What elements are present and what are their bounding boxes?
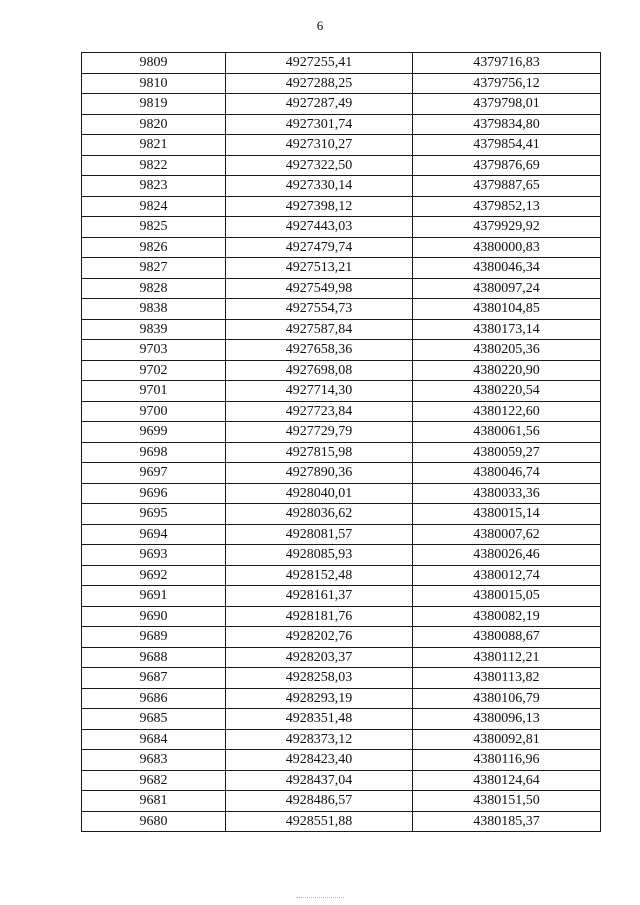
y-coordinate-cell: 4380012,74 <box>413 565 601 586</box>
point-number-cell: 9810 <box>82 73 226 94</box>
point-number-cell: 9680 <box>82 811 226 832</box>
table-row <box>82 729 601 750</box>
point-number-cell: 9839 <box>82 319 226 340</box>
y-coordinate-cell: 4380033,36 <box>413 483 601 504</box>
point-number-cell: 9695 <box>82 504 226 525</box>
point-number-cell: 9823 <box>82 176 226 197</box>
point-number-cell: 9694 <box>82 524 226 545</box>
x-coordinate-cell: 4928293,19 <box>226 688 413 709</box>
y-coordinate-cell: 4379929,92 <box>413 217 601 238</box>
table-row <box>82 586 601 607</box>
y-coordinate-cell: 4379852,13 <box>413 196 601 217</box>
table-row <box>82 565 601 586</box>
point-number-cell: 9683 <box>82 750 226 771</box>
x-coordinate-cell: 4928085,93 <box>226 545 413 566</box>
point-number-cell: 9681 <box>82 791 226 812</box>
table-row <box>82 606 601 627</box>
y-coordinate-cell: 4379876,69 <box>413 155 601 176</box>
y-coordinate-cell: 4380061,56 <box>413 422 601 443</box>
x-coordinate-cell: 4928152,48 <box>226 565 413 586</box>
x-coordinate-cell: 4927301,74 <box>226 114 413 135</box>
y-coordinate-cell: 4380116,96 <box>413 750 601 771</box>
y-coordinate-cell: 4380205,36 <box>413 340 601 361</box>
point-number-cell: 9687 <box>82 668 226 689</box>
y-coordinate-cell: 4380046,34 <box>413 258 601 279</box>
y-coordinate-cell: 4380185,37 <box>413 811 601 832</box>
y-coordinate-cell: 4380220,54 <box>413 381 601 402</box>
point-number-cell: 9684 <box>82 729 226 750</box>
table-row <box>82 258 601 279</box>
point-number-cell: 9828 <box>82 278 226 299</box>
point-number-cell: 9819 <box>82 94 226 115</box>
x-coordinate-cell: 4927287,49 <box>226 94 413 115</box>
table-row <box>82 114 601 135</box>
table-row <box>82 504 601 525</box>
table-row <box>82 299 601 320</box>
x-coordinate-cell: 4928181,76 <box>226 606 413 627</box>
table-row <box>82 135 601 156</box>
table-row <box>82 545 601 566</box>
x-coordinate-cell: 4928161,37 <box>226 586 413 607</box>
y-coordinate-cell: 4380173,14 <box>413 319 601 340</box>
table-row <box>82 627 601 648</box>
table-row <box>82 811 601 832</box>
y-coordinate-cell: 4380026,46 <box>413 545 601 566</box>
x-coordinate-cell: 4927587,84 <box>226 319 413 340</box>
point-number-cell: 9686 <box>82 688 226 709</box>
x-coordinate-cell: 4927443,03 <box>226 217 413 238</box>
x-coordinate-cell: 4928486,57 <box>226 791 413 812</box>
y-coordinate-cell: 4380082,19 <box>413 606 601 627</box>
table-row <box>82 217 601 238</box>
y-coordinate-cell: 4380007,62 <box>413 524 601 545</box>
x-coordinate-cell: 4927815,98 <box>226 442 413 463</box>
x-coordinate-cell: 4928081,57 <box>226 524 413 545</box>
point-number-cell: 9688 <box>82 647 226 668</box>
x-coordinate-cell: 4927723,84 <box>226 401 413 422</box>
y-coordinate-cell: 4380122,60 <box>413 401 601 422</box>
coordinates-table-body <box>82 53 601 832</box>
table-row <box>82 442 601 463</box>
y-coordinate-cell: 4380046,74 <box>413 463 601 484</box>
point-number-cell: 9826 <box>82 237 226 258</box>
point-number-cell: 9701 <box>82 381 226 402</box>
table-row <box>82 360 601 381</box>
table-row <box>82 668 601 689</box>
y-coordinate-cell: 4380096,13 <box>413 709 601 730</box>
table-row <box>82 401 601 422</box>
point-number-cell: 9825 <box>82 217 226 238</box>
point-number-cell: 9821 <box>82 135 226 156</box>
point-number-cell: 9699 <box>82 422 226 443</box>
page-number: 6 <box>316 18 324 33</box>
table-row <box>82 463 601 484</box>
point-number-cell: 9690 <box>82 606 226 627</box>
table-row <box>82 340 601 361</box>
table-row <box>82 53 601 74</box>
x-coordinate-cell: 4927658,36 <box>226 340 413 361</box>
table-row <box>82 155 601 176</box>
x-coordinate-cell: 4928036,62 <box>226 504 413 525</box>
point-number-cell: 9838 <box>82 299 226 320</box>
x-coordinate-cell: 4927554,73 <box>226 299 413 320</box>
point-number-cell: 9696 <box>82 483 226 504</box>
x-coordinate-cell: 4927310,27 <box>226 135 413 156</box>
table-row <box>82 524 601 545</box>
bottom-scan-mark <box>296 897 344 898</box>
point-number-cell: 9685 <box>82 709 226 730</box>
point-number-cell: 9824 <box>82 196 226 217</box>
table-row <box>82 483 601 504</box>
table-row <box>82 176 601 197</box>
x-coordinate-cell: 4927479,74 <box>226 237 413 258</box>
table-row <box>82 750 601 771</box>
y-coordinate-cell: 4380015,05 <box>413 586 601 607</box>
point-number-cell: 9697 <box>82 463 226 484</box>
y-coordinate-cell: 4379798,01 <box>413 94 601 115</box>
table-row <box>82 688 601 709</box>
point-number-cell: 9691 <box>82 586 226 607</box>
y-coordinate-cell: 4380015,14 <box>413 504 601 525</box>
table-row <box>82 196 601 217</box>
y-coordinate-cell: 4379716,83 <box>413 53 601 74</box>
table-row <box>82 278 601 299</box>
point-number-cell: 9827 <box>82 258 226 279</box>
table-row <box>82 791 601 812</box>
x-coordinate-cell: 4927698,08 <box>226 360 413 381</box>
x-coordinate-cell: 4928351,48 <box>226 709 413 730</box>
x-coordinate-cell: 4927513,21 <box>226 258 413 279</box>
x-coordinate-cell: 4928551,88 <box>226 811 413 832</box>
y-coordinate-cell: 4379756,12 <box>413 73 601 94</box>
y-coordinate-cell: 4380097,24 <box>413 278 601 299</box>
x-coordinate-cell: 4928423,40 <box>226 750 413 771</box>
y-coordinate-cell: 4380112,21 <box>413 647 601 668</box>
point-number-cell: 9698 <box>82 442 226 463</box>
y-coordinate-cell: 4380113,82 <box>413 668 601 689</box>
point-number-cell: 9692 <box>82 565 226 586</box>
coordinates-table <box>81 52 601 832</box>
y-coordinate-cell: 4380088,67 <box>413 627 601 648</box>
y-coordinate-cell: 4380092,81 <box>413 729 601 750</box>
table-row <box>82 770 601 791</box>
x-coordinate-cell: 4927729,79 <box>226 422 413 443</box>
x-coordinate-cell: 4927322,50 <box>226 155 413 176</box>
y-coordinate-cell: 4380000,83 <box>413 237 601 258</box>
table-row <box>82 237 601 258</box>
table-row <box>82 647 601 668</box>
x-coordinate-cell: 4927714,30 <box>226 381 413 402</box>
table-row <box>82 422 601 443</box>
y-coordinate-cell: 4380220,90 <box>413 360 601 381</box>
x-coordinate-cell: 4927288,25 <box>226 73 413 94</box>
y-coordinate-cell: 4380151,50 <box>413 791 601 812</box>
x-coordinate-cell: 4928040,01 <box>226 483 413 504</box>
x-coordinate-cell: 4927890,36 <box>226 463 413 484</box>
table-row <box>82 381 601 402</box>
x-coordinate-cell: 4927255,41 <box>226 53 413 74</box>
y-coordinate-cell: 4380124,64 <box>413 770 601 791</box>
table-row <box>82 319 601 340</box>
y-coordinate-cell: 4379834,80 <box>413 114 601 135</box>
x-coordinate-cell: 4927398,12 <box>226 196 413 217</box>
table-row <box>82 94 601 115</box>
point-number-cell: 9820 <box>82 114 226 135</box>
point-number-cell: 9702 <box>82 360 226 381</box>
y-coordinate-cell: 4379854,41 <box>413 135 601 156</box>
table-row <box>82 73 601 94</box>
point-number-cell: 9700 <box>82 401 226 422</box>
point-number-cell: 9822 <box>82 155 226 176</box>
y-coordinate-cell: 4380059,27 <box>413 442 601 463</box>
y-coordinate-cell: 4380104,85 <box>413 299 601 320</box>
x-coordinate-cell: 4927549,98 <box>226 278 413 299</box>
x-coordinate-cell: 4928373,12 <box>226 729 413 750</box>
x-coordinate-cell: 4927330,14 <box>226 176 413 197</box>
x-coordinate-cell: 4928203,37 <box>226 647 413 668</box>
x-coordinate-cell: 4928202,76 <box>226 627 413 648</box>
point-number-cell: 9682 <box>82 770 226 791</box>
y-coordinate-cell: 4379887,65 <box>413 176 601 197</box>
x-coordinate-cell: 4928258,03 <box>226 668 413 689</box>
point-number-cell: 9809 <box>82 53 226 74</box>
x-coordinate-cell: 4928437,04 <box>226 770 413 791</box>
point-number-cell: 9689 <box>82 627 226 648</box>
point-number-cell: 9703 <box>82 340 226 361</box>
y-coordinate-cell: 4380106,79 <box>413 688 601 709</box>
table-row <box>82 709 601 730</box>
point-number-cell: 9693 <box>82 545 226 566</box>
